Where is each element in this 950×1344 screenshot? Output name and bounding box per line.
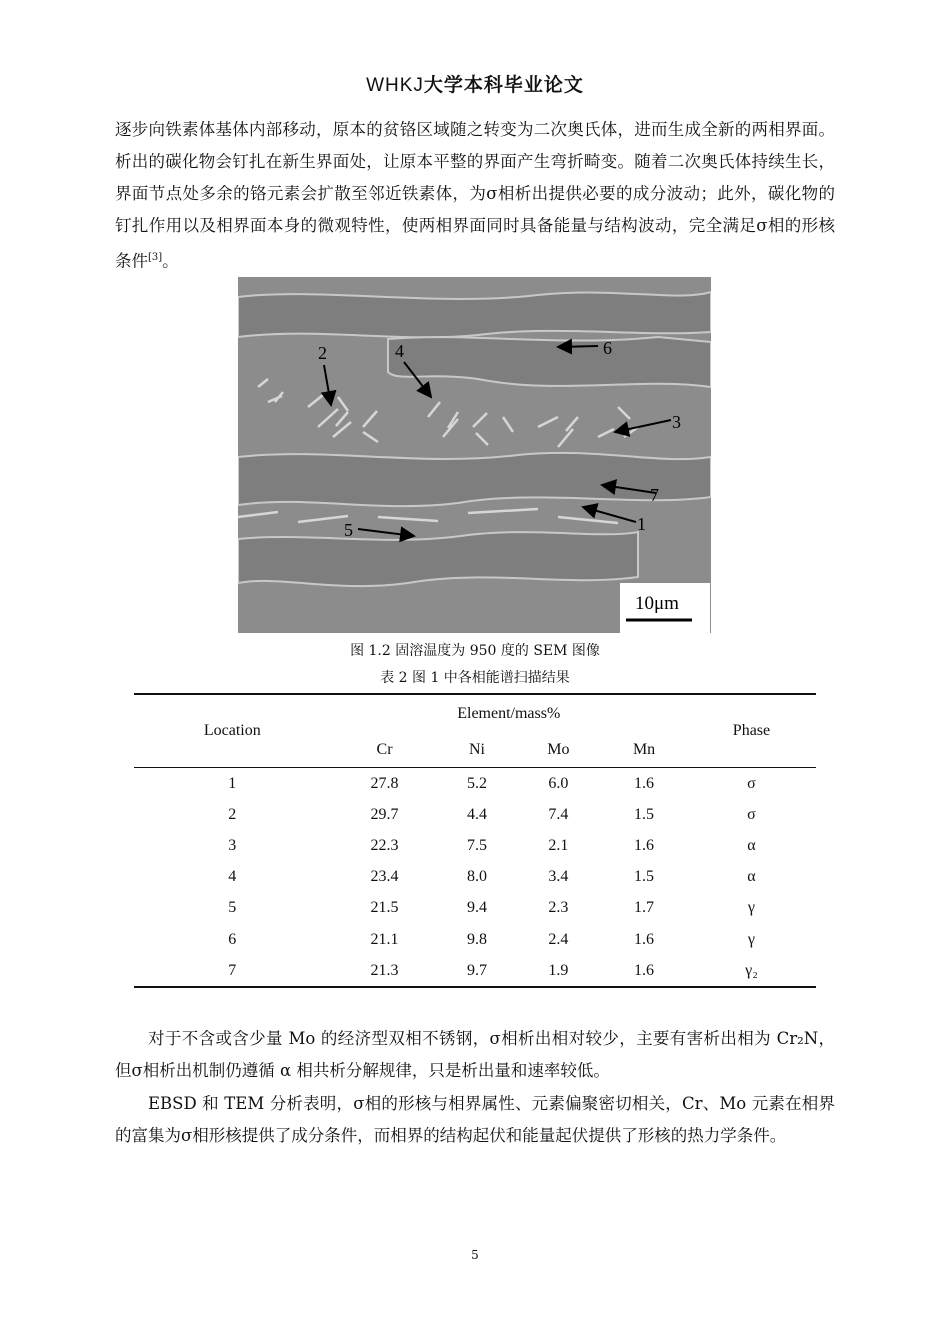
table-cell: σ bbox=[747, 805, 756, 823]
table-row bbox=[134, 862, 816, 893]
sem-micrograph bbox=[238, 277, 711, 633]
table-row bbox=[134, 768, 816, 800]
table-cell: 1.7 bbox=[634, 899, 655, 917]
table-cell: 4.4 bbox=[466, 805, 487, 823]
header-title: 大学本科毕业论文 bbox=[423, 74, 584, 96]
table-cell: 22.3 bbox=[370, 836, 399, 854]
table-cell: 29.7 bbox=[370, 805, 399, 823]
table-cell: γ bbox=[747, 899, 755, 917]
table-cell: 7 bbox=[228, 961, 237, 979]
table-cell: 5.2 bbox=[466, 774, 487, 792]
table-cell: 6 bbox=[228, 930, 237, 948]
table-cell: 3.4 bbox=[548, 868, 569, 886]
table-cell: γ₂ bbox=[745, 961, 758, 979]
scale-bar-label: 10μm bbox=[635, 593, 679, 614]
figure-label-3: 3 bbox=[672, 412, 681, 432]
table-cell: 9.4 bbox=[466, 899, 487, 917]
table-cell: α bbox=[747, 836, 756, 854]
header-latin: WHKJ bbox=[366, 75, 424, 96]
table-row bbox=[134, 955, 816, 987]
column-header-cr: Cr bbox=[331, 733, 439, 768]
table-cell: 1.5 bbox=[634, 868, 655, 886]
sem-image bbox=[238, 277, 711, 633]
page-number: 5 bbox=[471, 1248, 479, 1262]
table-cell: 9.7 bbox=[466, 961, 487, 979]
table-cell: 9.8 bbox=[466, 930, 487, 948]
body-paragraph-2: 对于不含或含少量 Mo 的经济型双相不锈钢，σ相析出相对较少，主要有害析出相为 Cr₂N，但σ相析出机制仍遵循 α 相共析分解规律，只是析出量和速率较低。 bbox=[115, 1029, 835, 1080]
table-cell: 2.3 bbox=[548, 899, 569, 917]
table-cell: 6.0 bbox=[548, 774, 569, 792]
table-cell: 1 bbox=[228, 774, 237, 792]
eds-results-table bbox=[134, 693, 816, 988]
table-cell: 2.4 bbox=[548, 930, 569, 948]
table-cell: 21.3 bbox=[370, 961, 399, 979]
figure-caption: 图 1.2 固溶温度为 950 度的 SEM 图像 bbox=[350, 643, 600, 659]
table-caption: 表 2 图 1 中各相能谱扫描结果 bbox=[380, 670, 570, 686]
figure-label-7: 7 bbox=[650, 485, 659, 505]
figure-label-1: 1 bbox=[637, 514, 646, 534]
table-cell: 27.8 bbox=[370, 774, 399, 792]
table-cell: 2.1 bbox=[548, 836, 569, 854]
table-cell: 2 bbox=[228, 805, 237, 823]
body-paragraph-3: EBSD 和 TEM 分析表明，σ相的形核与相界属性、元素偏聚密切相关，Cr、Mo 元素在相界的富集为σ相形核提供了成分条件，而相界的结构起伏和能量起伏提供了形核的热力学条件。 bbox=[115, 1094, 835, 1145]
column-header-phase: Phase bbox=[687, 694, 816, 768]
body-paragraph-1 bbox=[115, 114, 835, 278]
figure-label-4: 4 bbox=[395, 341, 404, 361]
table-cell: 4 bbox=[228, 868, 237, 886]
table-cell: 21.5 bbox=[370, 899, 399, 917]
table-cell: 1.9 bbox=[548, 961, 569, 979]
table-cell: γ bbox=[747, 930, 755, 948]
column-group-header: Element/mass% bbox=[457, 705, 561, 722]
column-header-location: Location bbox=[134, 694, 331, 768]
table-row bbox=[134, 893, 816, 924]
page-header bbox=[0, 70, 950, 97]
table-cell: 1.6 bbox=[634, 774, 655, 792]
table-cell: 1.6 bbox=[634, 930, 655, 948]
figure-label-5: 5 bbox=[344, 520, 353, 540]
citation-ref: [3] bbox=[148, 252, 163, 263]
column-header-ni: Ni bbox=[438, 733, 515, 768]
table-cell: 1.5 bbox=[634, 805, 655, 823]
table-cell: 7.4 bbox=[548, 805, 569, 823]
column-header-mo: Mo bbox=[516, 733, 602, 768]
table-cell: 23.4 bbox=[370, 868, 399, 886]
table-row bbox=[134, 830, 816, 861]
table-cell: 1.6 bbox=[634, 961, 655, 979]
table-cell: 1.6 bbox=[634, 836, 655, 854]
figure-label-6: 6 bbox=[603, 338, 612, 358]
table-row bbox=[134, 799, 816, 830]
table-cell: 5 bbox=[228, 899, 237, 917]
table-cell: 21.1 bbox=[370, 930, 399, 948]
table-cell: σ bbox=[747, 774, 756, 792]
table-cell: 3 bbox=[228, 836, 237, 854]
table-cell: α bbox=[747, 868, 756, 886]
column-header-mn: Mn bbox=[601, 733, 687, 768]
table-row bbox=[134, 924, 816, 955]
figure-label-2: 2 bbox=[318, 343, 327, 363]
table-cell: 8.0 bbox=[466, 868, 487, 886]
paragraph-1-end: 。 bbox=[162, 251, 179, 271]
table-cell: 7.5 bbox=[466, 836, 487, 854]
paragraph-1-text: 逐步向铁素体基体内部移动，原本的贫铬区域随之转变为二次奥氏体，进而生成全新的两相界面。析出的碳化物会钉扎在新生界面处，让原本平整的界面产生弯折畸变。随着二次奥氏体持续生长，界面节点处多余的铬元素会扩散至邻近铁素体，为σ相析出提供必要的成分波动；此外，碳化物的钉扎作用以及相界面本身的微观特性，使两相界面同时具备能量与结构波动，完全满足σ相的形核条件 bbox=[115, 120, 835, 271]
